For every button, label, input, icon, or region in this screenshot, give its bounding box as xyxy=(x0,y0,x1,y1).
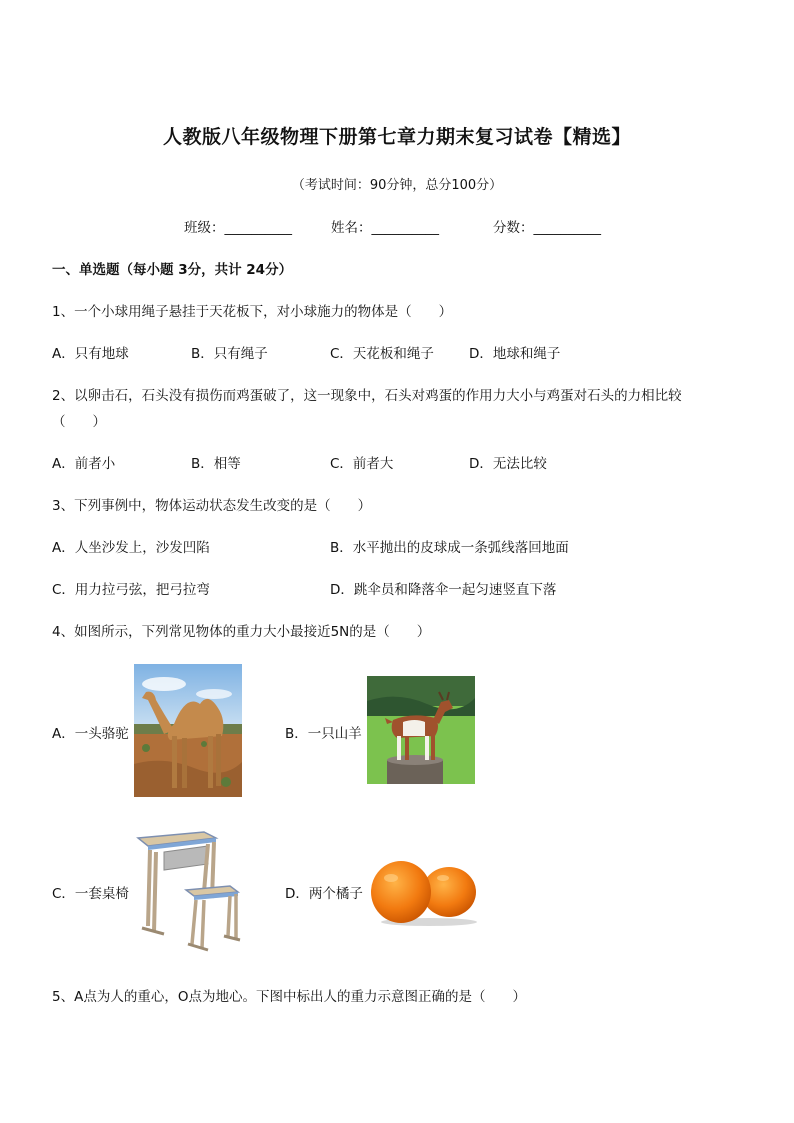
score-field-label: 分数：__________ xyxy=(493,220,601,236)
q1-option-d: D．地球和绳子 xyxy=(469,346,561,362)
q2-option-d: D．无法比较 xyxy=(469,456,547,472)
question-3: 3、下列事例中，物体运动状态发生改变的是（ ） xyxy=(52,498,372,514)
oranges-image xyxy=(369,856,479,926)
q1-option-b: B．只有绳子 xyxy=(191,346,268,362)
q3-option-d: D．跳伞员和降落伞一起匀速竖直下落 xyxy=(330,582,557,598)
q1-option-c: C．天花板和绳子 xyxy=(330,346,434,362)
q3-option-b: B．水平抛出的皮球成一条弧线落回地面 xyxy=(330,540,569,556)
camel-image xyxy=(134,664,242,797)
q4-option-a: A．一头骆驼 xyxy=(52,726,129,742)
q4-option-b: B．一只山羊 xyxy=(285,726,362,742)
exam-info: （考试时间：90分钟，总分100分） xyxy=(291,178,503,193)
question-5: 5、A点为人的重心，O点为地心。下图中标出人的重力示意图正确的是（ ） xyxy=(52,989,526,1005)
q3-option-a: A．人坐沙发上，沙发凹陷 xyxy=(52,540,210,556)
q1-option-a: A．只有地球 xyxy=(52,346,129,362)
q2-option-c: C．前者大 xyxy=(330,456,394,472)
q3-option-c: C．用力拉弓弦，把弓拉弯 xyxy=(52,582,210,598)
page-title: 人教版八年级物理下册第七章力期末复习试卷【精选】 xyxy=(162,126,631,148)
question-2: 2、以卵击石，石头没有损伤而鸡蛋破了，这一现象中，石头对鸡蛋的作用力大小与鸡蛋对石头的力相比较 xyxy=(52,388,682,404)
question-1: 1、一个小球用绳子悬挂于天花板下，对小球施力的物体是（ ） xyxy=(52,304,453,320)
q4-option-c: C．一套桌椅 xyxy=(52,886,129,902)
goat-image xyxy=(367,676,475,784)
class-field-label: 班级：__________ xyxy=(184,220,292,236)
desk-chair-image xyxy=(134,828,244,952)
q2-option-b: B．相等 xyxy=(191,456,241,472)
name-field-label: 姓名：__________ xyxy=(331,220,439,236)
question-4: 4、如图所示，下列常见物体的重力大小最接近5N的是（ ） xyxy=(52,624,431,640)
q2-option-a: A．前者小 xyxy=(52,456,116,472)
section-heading: 一、单选题（每小题 3分，共计 24分） xyxy=(52,262,293,278)
q4-option-d: D．两个橘子 xyxy=(285,886,363,902)
question-2-bracket: （ ） xyxy=(52,414,106,430)
